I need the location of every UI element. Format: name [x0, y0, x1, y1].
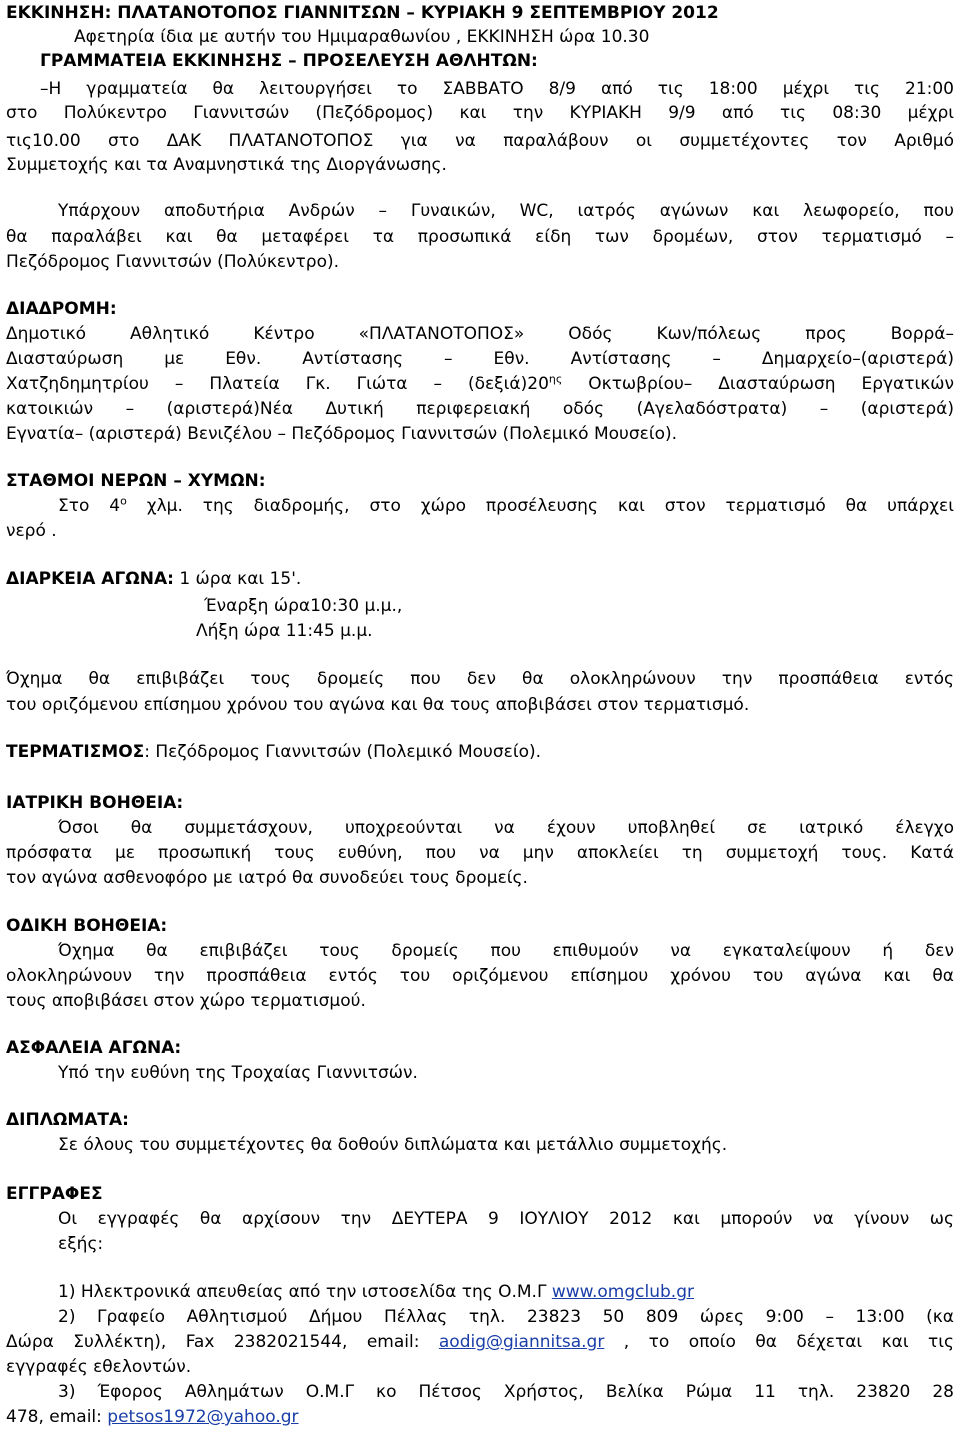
start-location: Αφετηρία ίδια με αυτήν του Ημιμαραθωνίου , ΕΚΚΙΝΗΣΗ ώρα 10.30: [74, 27, 650, 47]
medical-line: Όσοι θα συμμετάσχουν, υποχρεούνται να έχουν υποβληθεί σε ιατρικό έλεγχο: [58, 818, 954, 838]
registration-item-2: 2) Γραφείο Αθλητισμού Δήμου Πέλλας τηλ. 23823 50 809 ώρες 9:00 – 13:00 (κα: [58, 1307, 954, 1327]
road-line: Όχημα θα επιβιβάζει τους δρομείς που επιθυμούν να εγκαταλείψουν ή δεν: [58, 941, 954, 961]
road-heading: ΟΔΙΚΗ ΒΟΗΘΕΙΑ:: [6, 916, 168, 936]
medical-heading: ΙΑΤΡΙΚΗ ΒΟΗΘΕΙΑ:: [6, 793, 184, 813]
safety-heading: ΑΣΦΑΛΕΙΑ ΑΓΩΝΑ:: [6, 1038, 182, 1058]
water-line: Στο $4^o$ χλμ. της διαδρομής, στο χώρο προσέλευσης και στον τερματισμό θα υπάρχει: [58, 494, 954, 516]
finish-line: [6, 740, 954, 764]
route-heading: ΔΙΑΔΡΟΜΗ:: [6, 299, 117, 319]
road-line: τους αποβιβάσει στον χώρο τερματισμού.: [6, 991, 366, 1011]
road-line: ολοκληρώνουν την προσπάθεια εντός του οριζόμενου επίσημου χρόνου του αγώνα και θα: [6, 966, 954, 986]
registration-item-2-line: Δώρα Συλλέκτη), Fax 2382021544, email: aodig@giannitsa.gr , το οποίο θα δέχεται και τις: [6, 1332, 954, 1352]
duration-value: 1 ώρα και 15'.: [173, 569, 302, 589]
diplomas-heading: ΔΙΠΛΩΜΑΤΑ:: [6, 1110, 129, 1130]
diplomas-line: Σε όλους του συμμετέχοντες θα δοθούν διπλώματα και μετάλλιο συμμετοχής.: [58, 1135, 728, 1155]
duration-heading: ΔΙΑΡΚΕΙΑ ΑΓΩΝΑ:: [6, 569, 174, 589]
route-line: κατοικιών – (αριστερά)Νέα Δυτική περιφερειακή οδός (Αγελαδόστρατα) – (αριστερά): [6, 399, 954, 419]
facilities-line: θα παραλάβει και θα μεταφέρει τα προσωπικά είδη των δρομέων, στον τερματισμό –: [6, 227, 954, 247]
water-heading: ΣΤΑΘΜΟΙ ΝΕΡΩΝ – ΧΥΜΩΝ:: [6, 471, 266, 491]
registration-item-1: 1) Ηλεκτρονικά απευθείας από την ιστοσελίδα της Ο.Μ.Γ www.omgclub.gr: [58, 1282, 694, 1302]
route-line: Διασταύρωση με Εθν. Αντίστασης – Εθν. Αντίστασης – Δημαρχείο–(αριστερά): [6, 349, 954, 369]
race-start-time: Έναρξη ώρα10:30 μ.μ.,: [204, 596, 403, 616]
duration-note-line: του οριζόμενου επίσημου χρόνου του αγώνα και θα τους αποβιβάσει στον τερματισμό.: [6, 695, 750, 715]
medical-line: τον αγώνα ασθενοφόρο με ιατρό θα συνοδεύει τους δρομείς.: [6, 868, 528, 888]
secretariat-line: στο Πολύκεντρο Γιαννιτσών (Πεζόδρομος) και την ΚΥΡΙΑΚΗ 9/9 από τις 08:30 μέχρι: [6, 103, 954, 123]
registration-line: Οι εγγραφές θα αρχίσουν την ΔΕΥΤΕΡΑ 9 ΙΟΥΛΙΟΥ 2012 και μπορούν να γίνουν ως: [58, 1209, 954, 1229]
race-end-time: Λήξη ώρα 11:45 μ.μ.: [196, 621, 373, 641]
registration-line: εξής:: [58, 1234, 104, 1254]
route-line: Χατζηδημητρίου – Πλατεία Γκ. Γιώτα – $(\delta\varepsilon\xi\iota ά)20^{\eta\varsigma}$ Οκτωβρίου– Διασταύρωση Εργατικών: [6, 372, 955, 394]
finish-value: : Πεζόδρομος Γιαννιτσών (Πολεμικό Μουσείο).: [144, 742, 542, 762]
finish-heading: ΤΕΡΜΑΤΙΣΜΟΣ: [6, 742, 145, 762]
route-line: Εγνατία– (αριστερά) Βενιζέλου – Πεζόδρομος Γιαννιτσών (Πολεμικό Μουσείο).: [6, 424, 678, 444]
secretariat-heading: ΓΡΑΜΜΑΤΕΙΑ ΕΚΚΙΝΗΣΗΣ – ΠΡΟΣΕΛΕΥΣΗ ΑΘΛΗΤΩΝ:: [40, 51, 538, 71]
registration-item-3-line: 478, email: petsos1972@yahoo.gr: [6, 1407, 299, 1427]
aodig-email-link[interactable]: aodig@giannitsa.gr: [438, 1332, 605, 1352]
registration-item-3: 3) Έφορος Αθλημάτων Ο.Μ.Γ κο Πέτσος Χρήστος, Βελίκα Ρώμα 11 τηλ. 23820 28: [58, 1382, 954, 1402]
water-line: νερό .: [6, 521, 57, 541]
petsos-email-link[interactable]: petsos1972@yahoo.gr: [107, 1407, 299, 1427]
medical-line: πρόσφατα με προσωπική τους ευθύνη, που να μην αποκλείει τη συμμετοχή τους. Κατά: [6, 843, 954, 863]
safety-line: Υπό την ευθύνη της Τροχαίας Γιαννιτσών.: [58, 1063, 418, 1083]
start-heading: ΕΚΚΙΝΗΣΗ: ΠΛΑΤΑΝΟΤΟΠΟΣ ΓΙΑΝΝΙΤΣΩΝ – ΚΥΡΙΑΚΗ 9 ΣΕΠΤΕΜΒΡΙΟΥ 2012: [6, 3, 719, 23]
duration-line: [6, 567, 954, 591]
omgclub-link[interactable]: www.omgclub.gr: [551, 1282, 694, 1302]
secretariat-line: –Η γραμματεία θα λειτουργήσει το ΣΑΒΒΑΤΟ 8/9 από τις 18:00 μέχρι τις 21:00: [40, 79, 954, 99]
secretariat-line: Συμμετοχής και τα Αναμνηστικά της Διοργάνωσης.: [6, 155, 447, 175]
facilities-line: Πεζόδρομος Γιαννιτσών (Πολύκεντρο).: [6, 252, 340, 272]
registration-item-2-line: εγγραφές εθελοντών.: [6, 1357, 192, 1377]
duration-note-line: Όχημα θα επιβιβάζει τους δρομείς που δεν θα ολοκληρώνουν την προσπάθεια εντός: [6, 669, 954, 689]
registration-heading: ΕΓΓΡΑΦΕΣ: [6, 1184, 103, 1204]
facilities-line: Υπάρχουν αποδυτήρια Ανδρών – Γυναικών, WC, ιατρός αγώνων και λεωφορείο, που: [58, 201, 954, 221]
secretariat-line: τις10.00 στο ΔΑΚ ΠΛΑΤΑΝΟΤΟΠΟΣ για να παραλάβουν οι συμμετέχοντες τον Αριθμό: [6, 131, 954, 151]
route-line: Δημοτικό Αθλητικό Κέντρο «ΠΛΑΤΑΝΟΤΟΠΟΣ» Οδός Κων/πόλεως προς Βορρά–: [6, 324, 954, 344]
